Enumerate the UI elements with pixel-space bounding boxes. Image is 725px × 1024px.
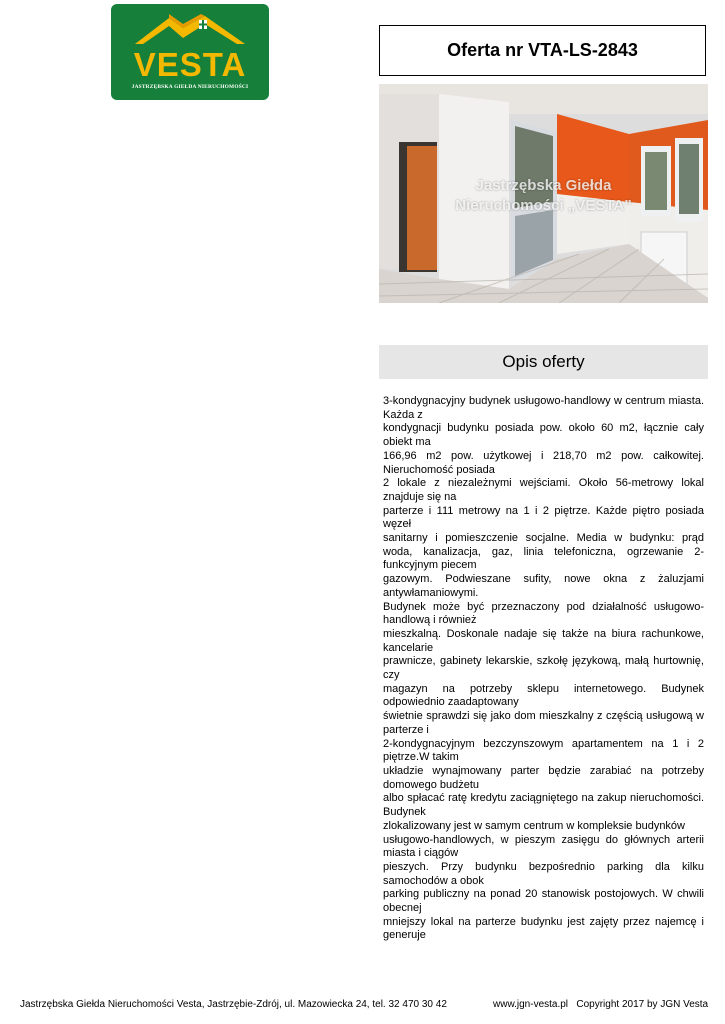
- offer-title: Oferta nr VTA-LS-2843: [379, 25, 706, 76]
- description-line: prawnicze, gabinety lekarskie, szkołę językową, małą hurtownię, czy: [383, 655, 704, 682]
- copyright-text: Copyright 2017 by JGN Vesta: [576, 999, 709, 1010]
- website-link[interactable]: www.jgn-vesta.pl: [493, 999, 569, 1010]
- description-line: zlokalizowany jest w samym centrum w kompleksie budynków: [383, 819, 685, 832]
- description-line: usługowo-handlowych, w pieszym zasięgu do głównych arterii miasta i ciągów: [383, 833, 704, 860]
- description-line: albo spłacać ratę kredytu zaciągniętego na zakup nieruchomości. Budynek: [383, 792, 704, 819]
- description-line: mieszkalną. Doskonale nadaje się także na biura rachunkowe, kancelarie: [383, 627, 704, 654]
- description-line: Budynek może być przeznaczony pod działalność usługowo-handlową i również: [383, 600, 704, 627]
- description-line: kondygnacji budynku posiada pow. około 60 m2, łącznie cały obiekt ma: [383, 422, 704, 449]
- logo-brand: VESTA: [133, 46, 247, 83]
- description-line: pieszych. Przy budynku bezpośrednio parking dla kilku samochodów a obok: [383, 860, 704, 887]
- company-logo: [111, 4, 269, 100]
- description-line: mniejszy lokal na parterze budynku jest zajęty przez najemcę i generuje: [383, 915, 704, 942]
- section-title: Opis oferty: [379, 345, 708, 379]
- description-line: 2 lokale z niezależnymi wejściami. Około 56-metrowy lokal znajduje się na: [383, 477, 704, 503]
- description-line: 166,96 m2 pow. użytkowej i 218,70 m2 pow. całkowitej. Nieruchomość posiada: [383, 449, 704, 476]
- description-line: parterze i 111 metrowy na 1 i 2 piętrze. Każde piętro posiada węzeł: [383, 504, 704, 531]
- footer-right: [493, 999, 708, 1010]
- description-line: sanitarny i pomieszczenie socjalne. Media w budynku: prąd woda, kanalizacja, gaz, linia telefoniczna, ogrzewanie 2-funkcyjnym piecem: [383, 532, 704, 572]
- description-line: 2-kondygnacyjnym bezczynszowym apartamentem na 1 i 2 piętrze.W takim: [383, 737, 704, 764]
- logo-subtitle: JASTRZĘBSKA GIEŁDA NIERUCHOMOŚCI: [131, 84, 249, 90]
- photo-watermark: Jastrzębska Giełda Nieruchomości „VESTA”: [455, 177, 632, 214]
- footer-address: Jastrzębska Giełda Nieruchomości Vesta, Jastrzębie-Zdrój, ul. Mazowiecka 24, tel. 32 470 30 42: [20, 999, 447, 1010]
- description-line: układzie wynajmowany parter będzie zarabiać na potrzeby domowego budżetu: [383, 764, 704, 791]
- description-line: świetnie sprawdzi się jako dom mieszkalny z częścią usługową w parterze i: [383, 710, 704, 736]
- description-line: magazyn na potrzeby sklepu internetowego. Budynek odpowiednio zaadaptowany: [383, 682, 704, 709]
- property-photo: [379, 84, 708, 303]
- offer-description: [383, 395, 704, 943]
- description-line: parking publiczny na ponad 20 stanowisk postojowych. W chwili obecnej: [383, 888, 704, 915]
- description-line: 3-kondygnacyjny budynek usługowo-handlowy w centrum miasta. Każda z: [383, 395, 704, 421]
- description-line: gazowym. Podwieszane sufity, nowe okna z żaluzjami antywłamaniowymi.: [383, 573, 704, 599]
